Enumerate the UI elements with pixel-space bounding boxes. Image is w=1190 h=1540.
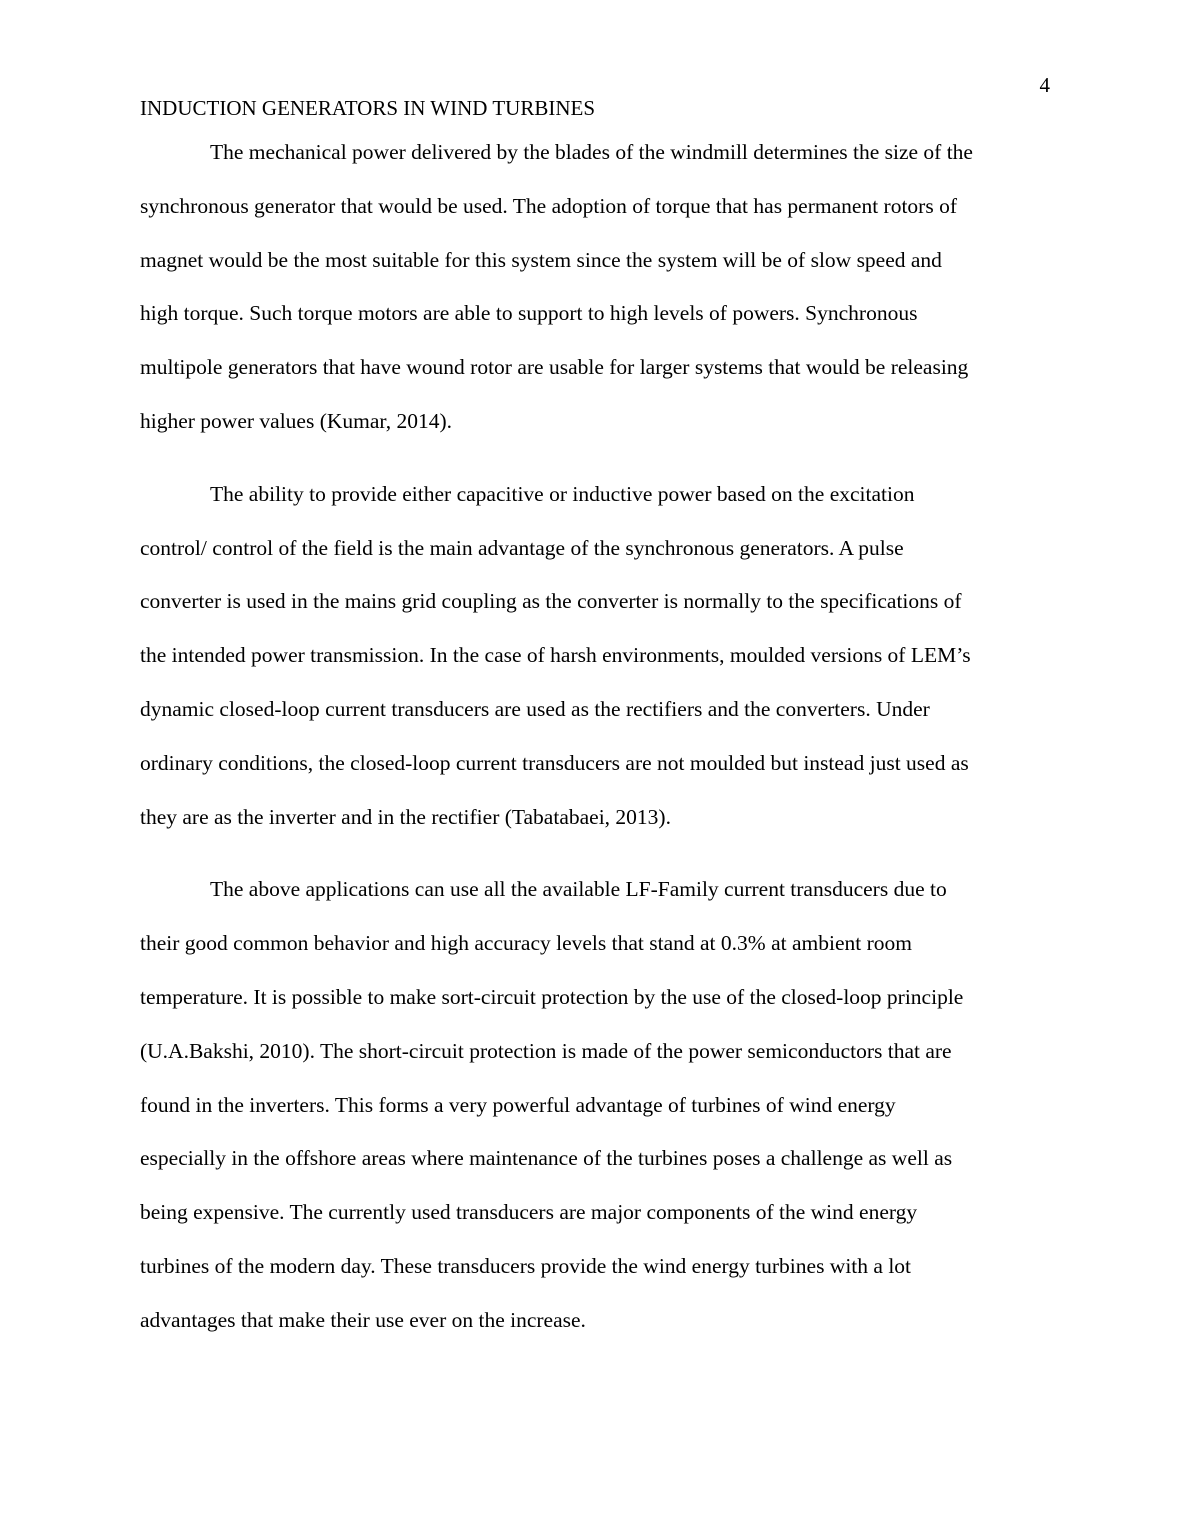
text-line: The mechanical power delivered by the blades of the windmill determines the size of the (210, 140, 973, 164)
text-line: ordinary conditions, the closed-loop current transducers are not moulded but instead just used as (140, 750, 969, 775)
text-line: they are as the inverter and in the rectifier (Tabatabaei, 2013). (140, 804, 671, 829)
body-text (140, 126, 1052, 1348)
text-line: turbines of the modern day. These transducers provide the wind energy turbines with a lot (140, 1253, 912, 1278)
text-line: temperature. It is possible to make sort-circuit protection by the use of the closed-loop principle (140, 984, 964, 1009)
text-line: multipole generators that have wound rotor are usable for larger systems that would be releasing (140, 355, 969, 380)
text-line: especially in the offshore areas where maintenance of the turbines poses a challenge as well as (140, 1146, 953, 1171)
text-line: higher power values (Kumar, 2014). (140, 408, 452, 433)
paragraph (140, 126, 1052, 449)
paragraph (140, 863, 1052, 1347)
page-number: 4 (1039, 73, 1050, 97)
text-line: found in the inverters. This forms a very powerful advantage of turbines of wind energy (140, 1092, 896, 1117)
text-line: (U.A.Bakshi, 2010). The short-circuit protection is made of the power semiconductors that are (140, 1038, 952, 1063)
text-line: advantages that make their use ever on the increase. (140, 1307, 586, 1332)
text-line: their good common behavior and high accuracy levels that stand at 0.3% at ambient room (140, 931, 912, 956)
text-line: The ability to provide either capacitive or inductive power based on the excitation (210, 481, 915, 506)
paragraph (140, 468, 1052, 845)
text-line: being expensive. The currently used transducers are major components of the wind energy (140, 1200, 918, 1225)
text-line: the intended power transmission. In the case of harsh environments, moulded versions of LEM’s (140, 643, 971, 668)
text-line: magnet would be the most suitable for this system since the system will be of slow speed and (140, 247, 942, 272)
text-line: high torque. Such torque motors are able to support to high levels of powers. Synchronous (140, 301, 918, 326)
running-head: INDUCTION GENERATORS IN WIND TURBINES (140, 96, 595, 120)
text-line: The above applications can use all the available LF-Family current transducers due to (210, 877, 947, 902)
text-line: dynamic closed-loop current transducers are used as the rectifiers and the converters. Under (140, 696, 930, 721)
text-line: synchronous generator that would be used. The adoption of torque that has permanent rotors of (140, 193, 957, 218)
text-line: control/ control of the field is the main advantage of the synchronous generators. A pulse (140, 535, 904, 560)
text-line: converter is used in the mains grid coupling as the converter is normally to the specifications of (140, 589, 962, 614)
